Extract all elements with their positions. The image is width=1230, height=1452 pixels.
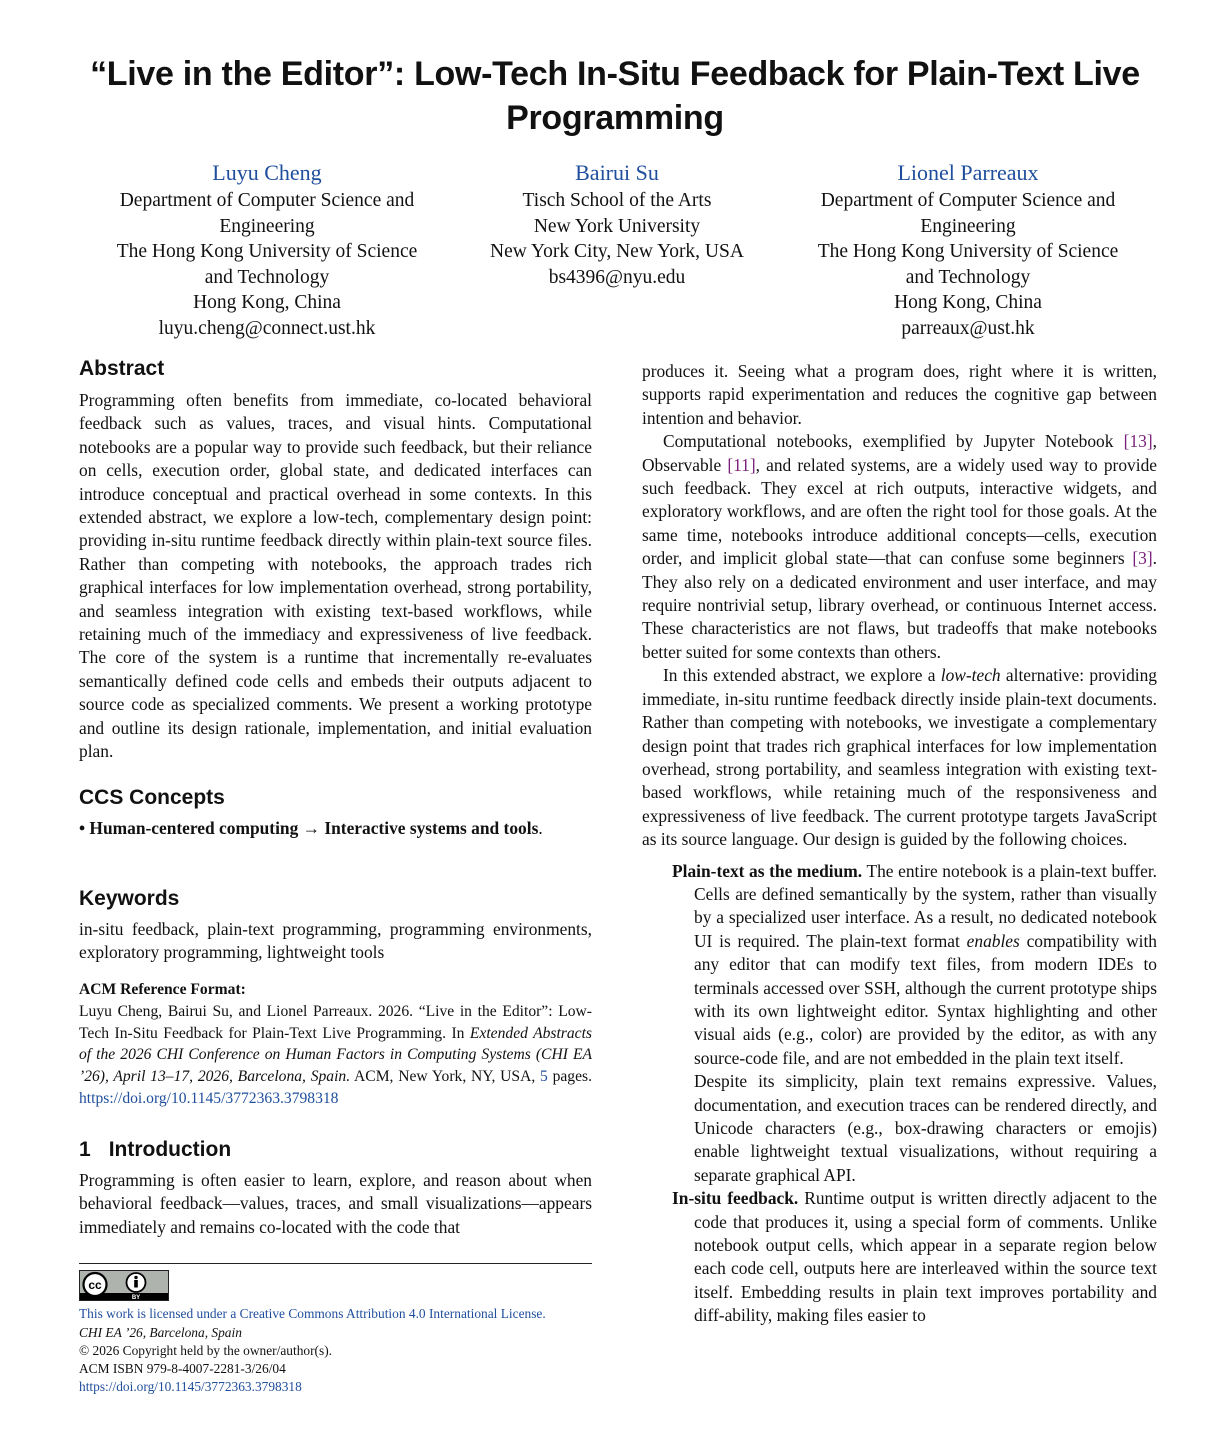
citation-link[interactable]: [3]	[1132, 548, 1153, 569]
footer-isbn: ACM ISBN 979-8-4007-2281-3/26/04	[79, 1361, 286, 1376]
author-affiliation-line: and Technology	[204, 266, 330, 288]
ccs-body	[79, 817, 592, 840]
reference-doi-link[interactable]: https://doi.org/10.1145/3772363.3798318	[79, 1089, 339, 1107]
footnote-rule	[79, 1263, 592, 1264]
author-affiliation-line: Tisch School of the Arts	[522, 190, 712, 211]
author-affiliation-line: Engineering	[219, 215, 315, 237]
paragraph-text: , Observable	[642, 431, 1157, 475]
intro-paragraph-1-end: produces it. Seeing what a program does, right where it is written, supports rapid experimentation and reduces the cognitive gap between intention and behavior.	[642, 361, 1157, 428]
design-choice-item	[642, 860, 1157, 1071]
design-choice-continuation: Despite its simplicity, plain text remains expressive. Values, documentation, and execution traces can be rendered directly, and Unicode characters (e.g., box-drawing characters or emojis) enable lightweight textual visualizations, without requiring a separate graphical API.	[694, 1071, 1157, 1185]
ccs-concepts: • Human-centered computing → Interactive systems and tools	[79, 818, 539, 838]
ccs-heading: CCS Concepts	[79, 786, 225, 809]
author-affiliation-line: The Hong Kong University of Science	[116, 241, 418, 263]
intro-paragraph-1-start: Programming is often easier to learn, explore, and reason about when behavioral feedback—values, traces, and small visualizations—appears immediately and remains co-located with the code that	[79, 1170, 592, 1237]
author-name-link[interactable]: Bairui Su	[575, 160, 659, 185]
emphasis-text: enables	[966, 930, 1020, 951]
keywords-heading: Keywords	[79, 887, 180, 910]
license-link[interactable]: This work is licensed under a Creative Commons Attribution 4.0 International License.	[79, 1306, 546, 1321]
design-choice-item	[642, 1187, 1157, 1327]
section-title: Introduction	[108, 1138, 232, 1161]
reference-pages-link[interactable]: 5	[540, 1068, 548, 1086]
author-email: bs4396@nyu.edu	[548, 266, 686, 288]
author-block-3	[793, 158, 1143, 342]
paragraph-text: , and related systems, are a widely used way to provide such feedback. They excel at rich outputs, interactive widgets, and exploratory workflows, and are often the right tool for those goals. At the same time, notebooks introduce additional concepts—cells, execution order, and implicit global state—that can confuse some beginners	[642, 454, 1157, 569]
paragraph-text: In this extended abstract, we explore a	[663, 665, 941, 686]
keywords-body	[79, 918, 592, 965]
author-email: luyu.cheng@connect.ust.hk	[158, 317, 376, 339]
author-affiliation-line: Hong Kong, China	[894, 292, 1042, 314]
citation-link[interactable]: [11]	[727, 454, 756, 475]
design-choice-label: In-situ feedback.	[672, 1188, 799, 1209]
author-name-link[interactable]: Lionel Parreaux	[897, 160, 1039, 185]
emphasis-text: low-tech	[940, 665, 1001, 686]
abstract-text: Programming often benefits from immediate, co-located behavioral feedback such as values, traces, and visual hints. Computational notebooks are a popular way to provide such feedback, but their reliance on cells, execution order, global state, and dedicated interfaces can introduce conceptual and practical overhead in some contexts. In this extended abstract, we explore a low-tech, complementary design point: providing in-situ runtime feedback directly within plain-text source files. Rather than competing with notebooks, the approach trades rich graphical interfaces for low implementation overhead, strong portability, and seamless integration with existing text-based workflows, while retaining much of the immediacy and expressiveness of live feedback. The core of the system is a runtime that incrementally re-evaluates semantically defined code cells and embeds their outputs adjacent to source code as specialized comments. We present a working prototype and outline its design rationale, implementation, and initial evaluation plan.	[79, 390, 592, 762]
ccs-period: .	[538, 818, 543, 838]
by-label: BY	[131, 1295, 141, 1300]
intro-paragraph-2	[642, 430, 1157, 664]
reference-format	[79, 979, 592, 1110]
intro-body-left	[79, 1169, 592, 1239]
author-email: parreaux@ust.hk	[901, 317, 1035, 339]
cc-by-logo	[80, 1271, 168, 1300]
keywords-text: in-situ feedback, plain-text programming, programming environments, exploratory programming, lightweight tools	[79, 919, 592, 963]
paragraph-text: Computational notebooks, exemplified by Jupyter Notebook	[663, 431, 1124, 452]
paragraph-text: compatibility with any editor that can modify text files, from modern IDEs to terminals accessed over SSH, although the current prototype ships with its own lightweight editor. Syntax highlighting and other visual aids (e.g., color) are provided by the editor, as with any source-code file, and are not embedded in the plain text itself.	[694, 930, 1157, 1068]
section-number: 1	[79, 1138, 91, 1161]
reference-citation: Luyu Cheng, Bairui Su, and Lionel Parreaux. 2026. “Live in the Editor”: Low-Tech In-Situ Feedback for Plain-Text Live Programming. In	[79, 1002, 592, 1042]
design-choice-label: Plain-text as the medium.	[672, 860, 863, 881]
paragraph-text: alternative: providing immediate, in-situ runtime feedback directly inside plain-text documents. Rather than competing with notebooks, we investigate a complementary design point that trades rich graphical interfaces for low implementation overhead, strong portability, and seamless integration with existing text-based workflows, while retaining much of the responsiveness and expressiveness of live feedback. The current prototype targets JavaScript as its source language. Our design is guided by the following choices.	[642, 665, 1157, 850]
introduction-heading	[79, 1136, 231, 1164]
abstract-body	[79, 389, 592, 764]
paragraph-text: Runtime output is written directly adjacent to the code that produces it, using a special form of comments. Unlike notebook output cells, which appear in a separate region below each code cell, outputs here are interleaved within the source text itself. Embedding results in plain text improves portability and diff-ability, making files easier to	[694, 1188, 1157, 1326]
paper-title: “Live in the Editor”: Low-Tech In-Situ Feedback for Plain-Text Live Programming	[90, 55, 1140, 137]
paragraph-text: The entire notebook is a plain-text buffer. Cells are defined semantically by the system, rather than visually by a specialized user interface. As a result, no dedicated notebook UI is required. The plain-text format	[694, 860, 1157, 951]
author-affiliation-line: Department of Computer Science and	[820, 190, 1116, 211]
author-affiliation-line: and Technology	[905, 266, 1031, 288]
author-affiliation-line: Hong Kong, China	[193, 292, 341, 314]
author-name-link[interactable]: Luyu Cheng	[212, 160, 322, 185]
reference-format-heading: ACM Reference Format:	[79, 981, 246, 998]
reference-publisher: ACM, New York, NY, USA,	[350, 1068, 541, 1086]
footer-venue: CHI EA ’26, Barcelona, Spain	[79, 1325, 242, 1340]
intro-body-right	[642, 360, 1157, 1328]
footer-copyright: © 2026 Copyright held by the owner/author(s).	[79, 1343, 333, 1358]
paragraph-text: . They also rely on a dedicated environment and user interface, and may require nontrivial setup, library overhead, or continuous Internet access. These characteristics are not flaws, but tradeoffs that make notebooks better suited for some contexts than others.	[642, 548, 1157, 662]
author-affiliation-line: The Hong Kong University of Science	[817, 241, 1119, 263]
abstract-heading: Abstract	[79, 357, 165, 380]
author-block-2	[462, 158, 772, 290]
intro-paragraph-3	[642, 664, 1157, 851]
cc-label: cc	[88, 1278, 102, 1292]
author-block-1	[92, 158, 442, 342]
author-affiliation-line: Department of Computer Science and	[119, 190, 415, 211]
reference-pages-suffix: pages.	[547, 1068, 592, 1086]
citation-link[interactable]: [13]	[1123, 431, 1153, 452]
cc-by-license-badge[interactable]	[79, 1270, 169, 1301]
reference-venue: Extended Abstracts of the 2026 CHI Conference on Human Factors in Computing Systems (CHI EA ’26), April 13–17, 2026, Barcelona, Spain.	[79, 1024, 592, 1086]
author-affiliation-line: Engineering	[920, 215, 1016, 237]
author-affiliation-line: New York City, New York, USA	[490, 241, 744, 263]
footer-doi-link[interactable]: https://doi.org/10.1145/3772363.3798318	[79, 1379, 302, 1394]
author-affiliation-line: New York University	[533, 215, 701, 237]
